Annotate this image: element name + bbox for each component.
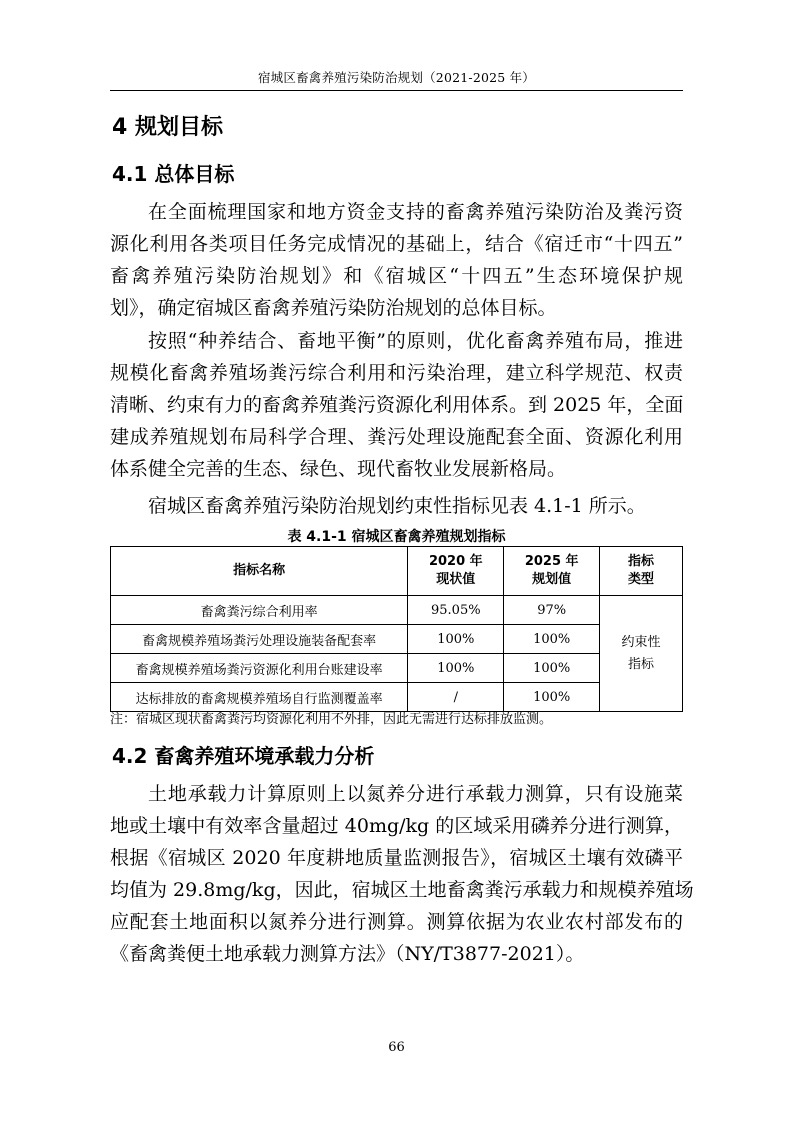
paragraph-2: [110, 325, 683, 485]
cell-target-value: 100%: [504, 683, 600, 712]
paragraph-line: 地或土壤中有效率含量超过 40mg/kg 的区域采用磷养分进行测算，: [110, 815, 683, 837]
cell-current-value: /: [408, 683, 504, 712]
paragraph-line: 畜禽养殖污染防治规划》和《宿城区“十四五”生态环境保护规: [110, 265, 683, 287]
running-header: 宿城区畜禽养殖污染防治规划（2021-2025 年）: [257, 70, 536, 85]
paragraph-line: 应配套土地面积以氮养分进行测算。测算依据为农业农村部发布的: [110, 911, 683, 933]
table-row: [111, 654, 683, 683]
cell-current-value: 95.05%: [408, 596, 504, 625]
table-title: 表 4.1-1 宿城区畜禽养殖规划指标: [287, 529, 506, 545]
section-title: 4 规划目标: [112, 115, 223, 140]
header-indicator-type: 指标 类型: [600, 547, 683, 596]
paragraph-line: 均值为 29.8mg/kg，因此，宿城区土地畜禽粪污承载力和规模养殖场: [110, 879, 694, 901]
cell-current-value: 100%: [408, 625, 504, 654]
paragraph-1: [110, 196, 683, 324]
paragraph-line: 规模化畜禽养殖场粪污综合利用和污染治理，建立科学规范、权责: [110, 362, 683, 384]
cell-indicator-type: 约束性 指标: [600, 596, 683, 712]
cell-indicator-name: 畜禽粪污综合利用率: [111, 596, 408, 625]
header-divider: [110, 90, 683, 91]
cell-indicator-name: 达标排放的畜禽规模养殖场自行监测覆盖率: [111, 683, 408, 712]
header-target-value: 2025 年 规划值: [504, 547, 600, 596]
paragraph-line: 体系健全完善的生态、绿色、现代畜牧业发展新格局。: [110, 458, 567, 480]
table-note: 注：宿城区现状畜禽粪污均资源化利用不外排，因此无需进行达标排放监测。: [110, 712, 553, 727]
cell-indicator-name: 畜禽规模养殖场粪污资源化利用台账建设率: [111, 654, 408, 683]
paragraph-line: 清晰、约束有力的畜禽养殖粪污资源化利用体系。到 2025 年，全面: [110, 394, 684, 416]
table-row: [111, 596, 683, 625]
paragraph-4: [110, 778, 694, 970]
paragraph-line: 划》，确定宿城区畜禽养殖污染防治规划的总体目标。: [110, 297, 557, 319]
paragraph-line: 宿城区畜禽养殖污染防治规划约束性指标见表 4.1-1 所示。: [148, 495, 646, 517]
paragraph-line: 根据《宿城区 2020 年度耕地质量监测报告》，宿城区土壤有效磷平: [110, 847, 683, 869]
cell-target-value: 100%: [504, 654, 600, 683]
paragraph-line: 源化利用各类项目任务完成情况的基础上，结合《宿迁市“十四五”: [110, 233, 683, 255]
paragraph-line: 在全面梳理国家和地方资金支持的畜禽养殖污染防治及粪污资: [148, 201, 683, 223]
table-row: [111, 625, 683, 654]
paragraph-line: 土地承载力计算原则上以氮养分进行承载力测算，只有设施菜: [148, 783, 683, 805]
header-current-value: 2020 年 现状值: [408, 547, 504, 596]
cell-indicator-name: 畜禽规模养殖场粪污处理设施装备配套率: [111, 625, 408, 654]
cell-target-value: 97%: [504, 596, 600, 625]
page-number: 66: [388, 1040, 405, 1055]
subsection-title-4-2: 4.2 畜禽养殖环境承载力分析: [112, 744, 375, 768]
indicator-table: [110, 546, 683, 712]
cell-current-value: 100%: [408, 654, 504, 683]
paragraph-line: 按照“种养结合、畜地平衡”的原则，优化畜禽养殖布局，推进: [148, 330, 683, 352]
paragraph-line: 《畜禽粪便土地承载力测算方法》（NY/T3877-2021）。: [110, 943, 585, 965]
subsection-title-4-1: 4.1 总体目标: [112, 162, 235, 186]
table-header-row: [111, 547, 683, 596]
paragraph-3: [110, 490, 683, 522]
header-indicator-name: 指标名称: [111, 547, 408, 596]
cell-target-value: 100%: [504, 625, 600, 654]
paragraph-line: 建成养殖规划布局科学合理、粪污处理设施配套全面、资源化利用: [110, 426, 683, 448]
